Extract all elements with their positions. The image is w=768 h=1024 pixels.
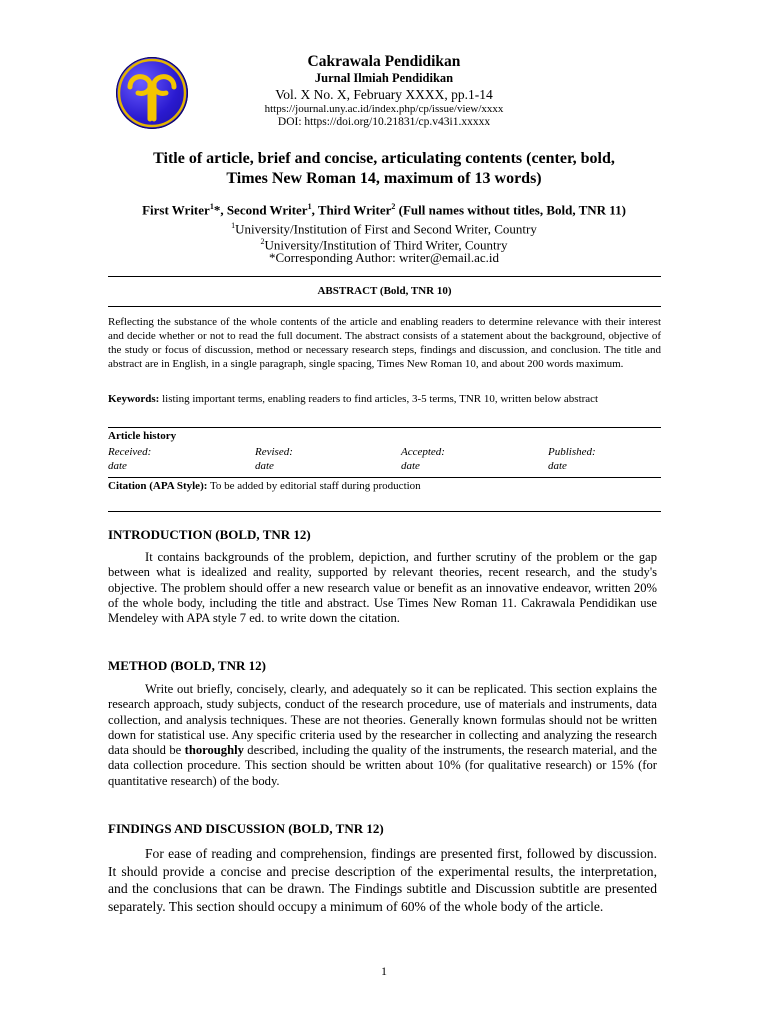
history-received [108,445,151,473]
history-accepted-value: date [401,460,420,472]
findings-paragraph [108,845,657,916]
author-second-sup: 1 [307,202,312,211]
history-published-label: Published: [548,446,596,458]
abstract-heading: ABSTRACT (Bold, TNR 10) [317,285,452,297]
logo-emblem-icon [116,57,188,129]
author-third: Third Writer [317,202,392,218]
introduction-text: It contains backgrounds of the problem, depiction, and further scrutiny of the problem or the gap between what is idealized and reality, supported by relevant theories, recent research, and the study's objective. The problem should offer a new research value or benefit as an innovative endeavor, written 20% of the whole body, including the title and abstract. Use Times New Roman 11. Cakrawala Pendidikan use Mendeley with APA style 7 ed. to write down the citation. [108,550,657,626]
author-first-sup: 1 [209,202,214,211]
journal-url[interactable]: https://journal.uny.ac.id/index.php/cp/issue/view/xxxx [264,103,504,115]
author-second: Second Writer [226,202,308,218]
history-received-label: Received: [108,446,152,458]
keywords [108,392,661,406]
history-accepted [401,445,445,473]
author-sep: , [311,202,318,218]
author-first: First Writer [142,202,210,218]
article-title-line1: Title of article, brief and concise, articulating contents (center, bold, [153,150,615,167]
method-text-bold: thoroughly [184,743,244,758]
affiliation-2-sup: 2 [260,237,265,246]
journal-subtitle: Jurnal Ilmiah Pendidikan [314,71,454,85]
history-revised-label: Revised: [255,446,293,458]
article-history-label: Article history [108,430,177,442]
divider-citation [108,477,661,478]
method-text-a: Write out briefly, concisely, clearly, and adequately so it can be replicated. This section explains the research approach, study subjects, conduct of the research procedure, use of materials and instruments, data collection, and analysis techniques. These are not theories. Generally known formulas should not be written down for statistical use. Any specific criteria used by the researcher in collecting and analyzing the research data should be [108,682,657,758]
findings-heading: FINDINGS AND DISCUSSION (BOLD, TNR 12) [108,821,384,836]
method-heading: METHOD (BOLD, TNR 12) [108,658,266,673]
findings-text: For ease of reading and comprehension, findings are presented first, followed by discussion. It should provide a concise and precise description of the experimental results, the interpretation, and the conclusions that can be drawn. The Findings subtitle and Discussion subtitle are presented separately. This section should occupy a minimum of 60% of the whole body of the article. [108,846,657,915]
journal-doi[interactable]: DOI: https://doi.org/10.21831/cp.v43i1.xxxxx [277,116,491,128]
author-note: (Full names without titles, Bold, TNR 11) [395,202,626,218]
abstract-text: Reflecting the substance of the whole contents of the article and enabling readers to determine relevance with their interest and decide whether or not to read the full document. The abstract consists of a statement about the background, objective of the study or focus of discussion, method or necessary research steps, findings and discussion, and conclusion. The title and abstract are in English, in a single paragraph, single spacing, Times New Roman 10, and about 200 words maximum. [108,316,661,370]
history-published [548,445,596,473]
affiliation-1-text: University/Institution of First and Second Writer, Country [235,221,537,237]
journal-logo [116,57,188,129]
affiliation-1-sup: 1 [231,221,236,230]
introduction-paragraph [108,550,657,626]
history-accepted-label: Accepted: [401,446,445,458]
citation-text: To be added by editorial staff during production [207,480,421,492]
introduction-heading: INTRODUCTION (BOLD, TNR 12) [108,527,311,542]
affiliation-2-text: University/Institution of Third Writer, Country [264,237,508,253]
history-published-value: date [548,460,567,472]
article-title-line2: Times New Roman 14, maximum of 13 words) [226,170,542,187]
journal-name: Cakrawala Pendidikan [307,53,461,70]
author-list [100,202,668,218]
keywords-text: listing important terms, enabling readers to find articles, 3-5 terms, TNR 10, written below abstract [159,393,599,405]
history-revised [255,445,293,473]
divider-bottom [108,511,661,512]
history-revised-value: date [255,460,274,472]
keywords-label: Keywords: [108,393,160,405]
history-received-value: date [108,460,127,472]
method-paragraph [108,682,657,789]
author-first-star: *, [213,202,227,218]
divider-history [108,427,661,428]
method-text-b: described, including the quality of the instruments, the research material, and the data collection procedure. This section should be written about 10% (for qualitative research) or 15% (for quantitative research) of the body. [108,743,657,788]
divider-top [108,276,661,277]
corresponding-author: *Corresponding Author: writer@email.ac.id [268,250,500,265]
journal-volume: Vol. X No. X, February XXXX, pp.1-14 [275,87,493,102]
citation-label: Citation (APA Style): [108,480,208,492]
page-number: 1 [381,964,387,978]
article-title [100,149,668,189]
citation [108,480,661,492]
divider-abstract [108,306,661,307]
author-third-sup: 2 [391,202,396,211]
